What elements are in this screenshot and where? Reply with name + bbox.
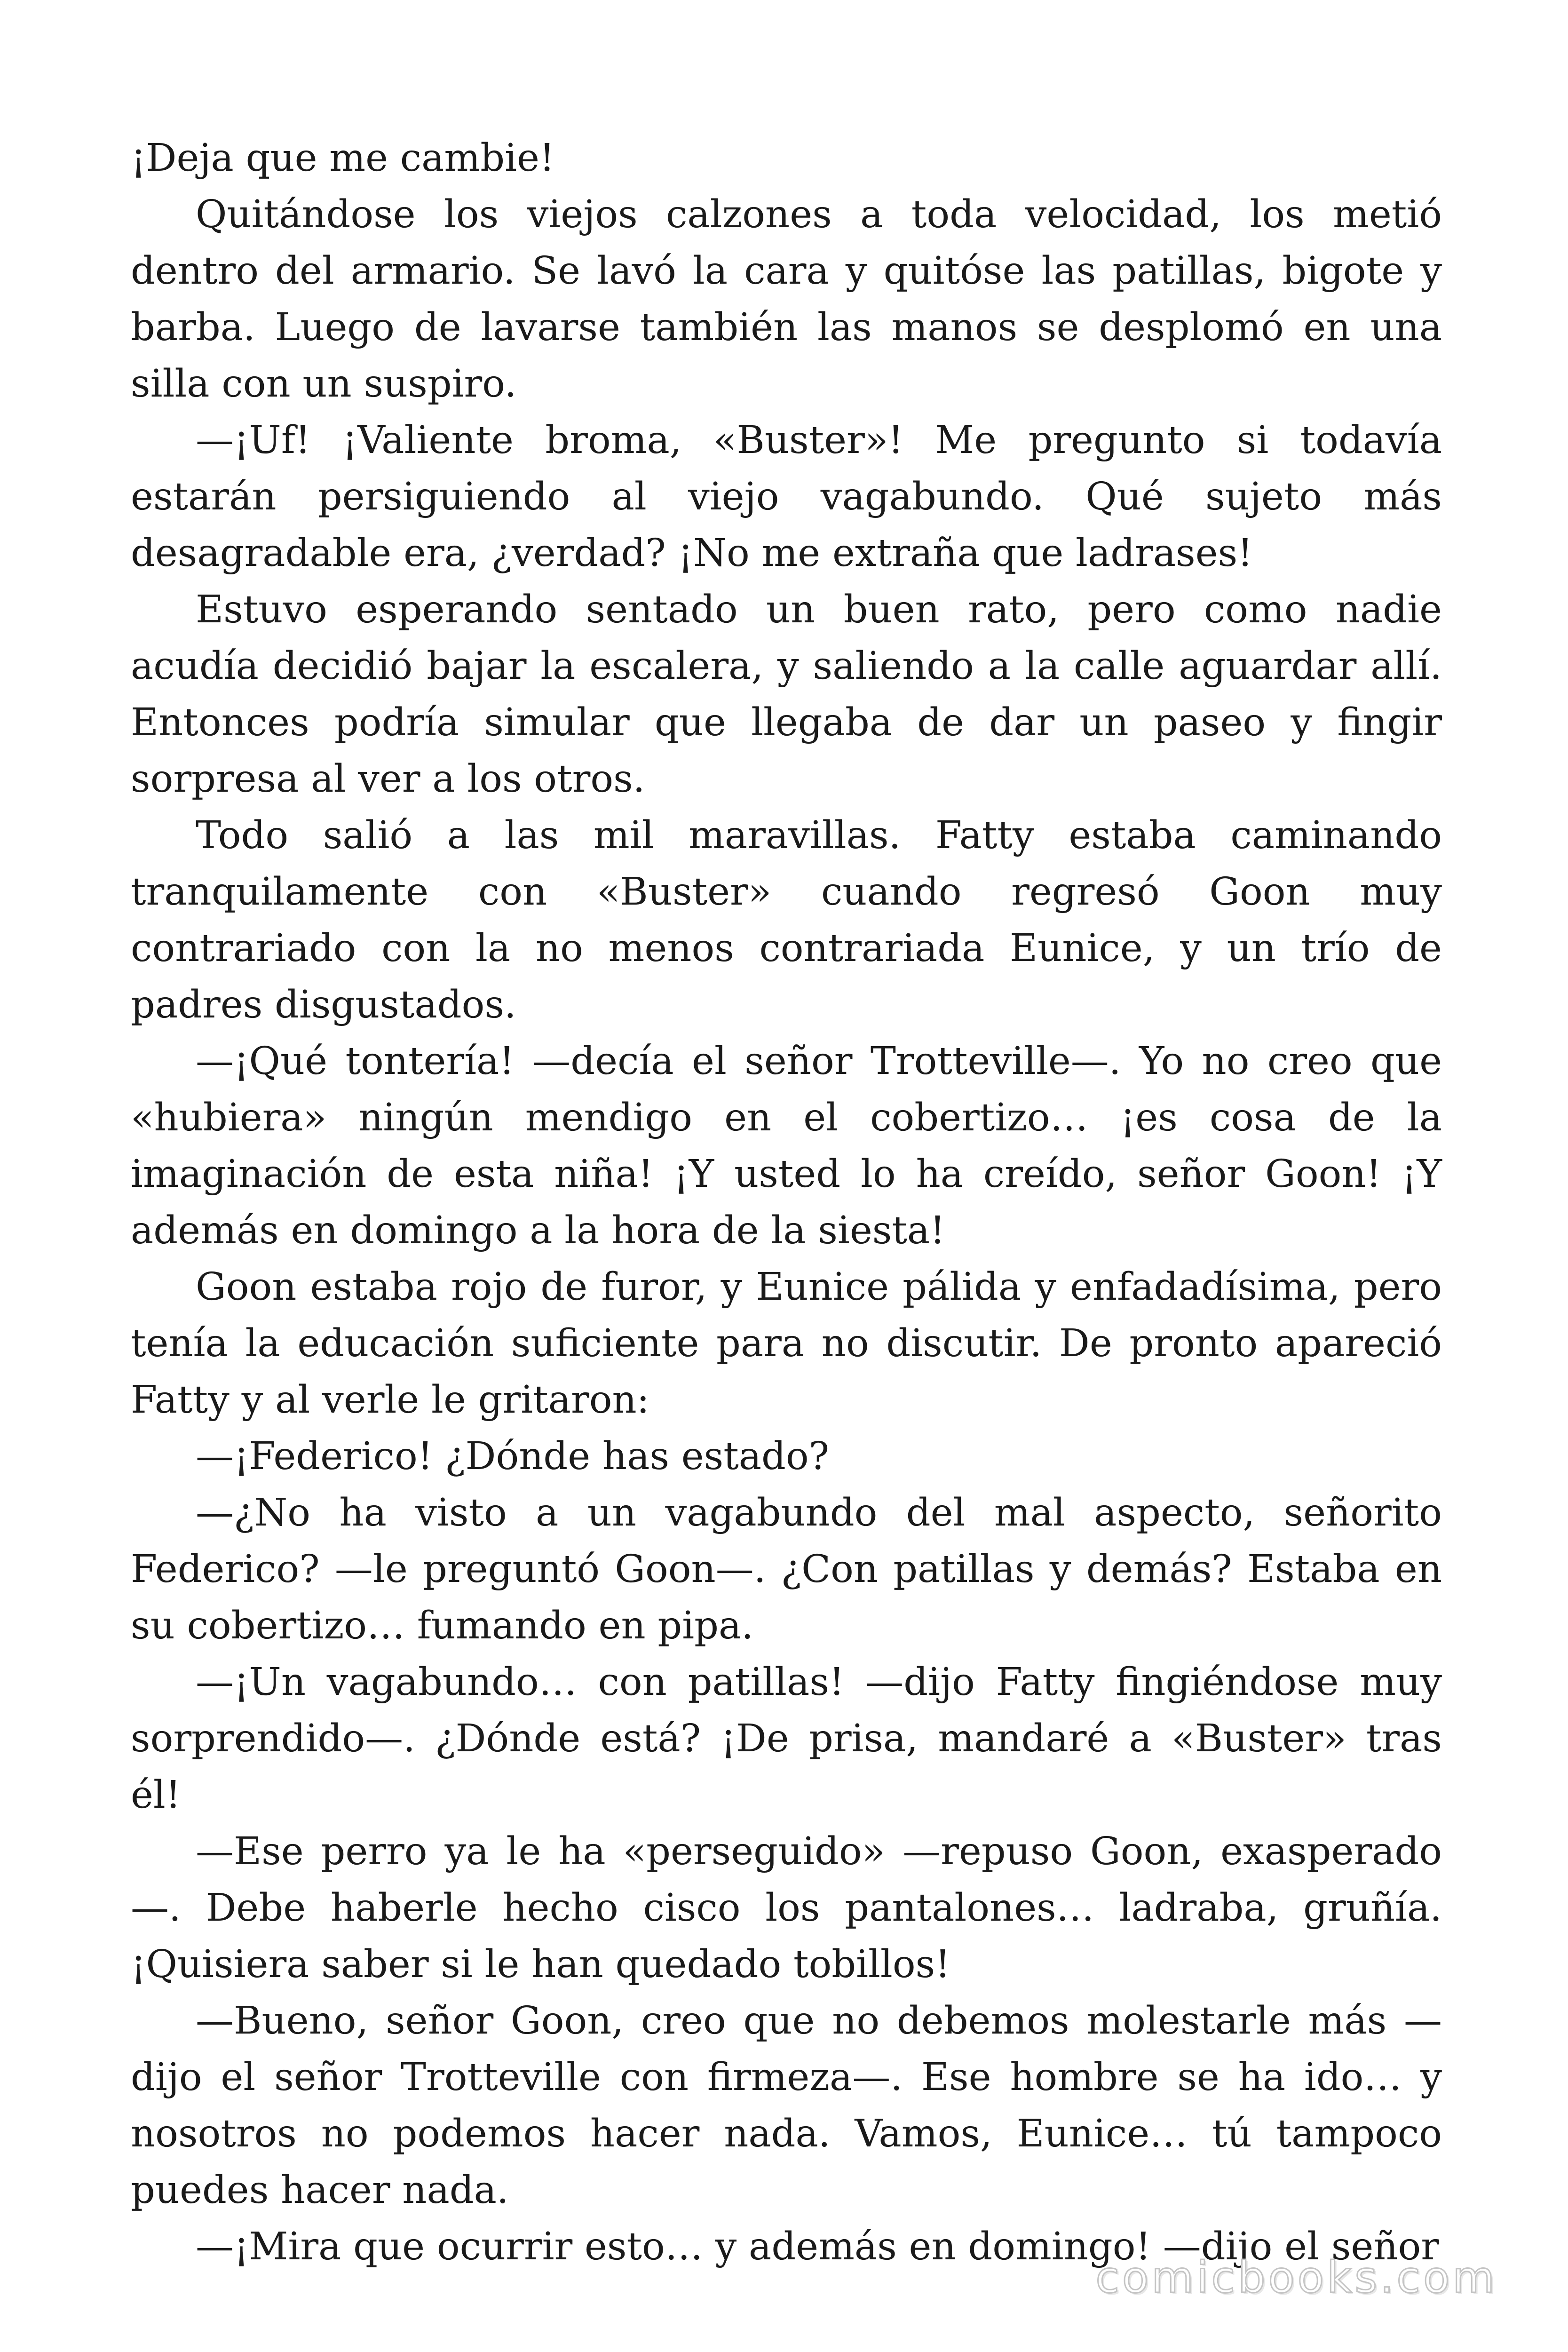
paragraph: —¡Mira que ocurrir esto… y además en domingo! —dijo el señor [196, 2225, 1439, 2269]
paragraph: —¡Un vagabundo… con patillas! —dijo Fatty fingiéndose muy sorprendido—. ¿Dónde está? ¡De prisa, mandaré a «Buster» tras él! [131, 1660, 1442, 1817]
paragraph: Quitándose los viejos calzones a toda velocidad, los metió dentro del armario. Se lavó la cara y quitóse las patillas, bigote y barba. Luego de lavarse también las manos se desplomó en una silla con un suspiro. [131, 192, 1442, 406]
paragraph: —¡Uf! ¡Valiente broma, «Buster»! Me pregunto si todavía estarán persiguiendo al viejo vagabundo. Qué sujeto más desagradable era, ¿verdad? ¡No me extraña que ladrases! [131, 418, 1442, 575]
paragraph: ¡Deja que me cambie! [131, 136, 555, 180]
paragraph: Goon estaba rojo de furor, y Eunice pálida y enfadadísima, pero tenía la educación suficiente para no discutir. De pronto apareció Fatty y al verle le gritaron: [131, 1265, 1442, 1422]
page-body-text [131, 130, 1442, 2275]
paragraph: —¡Federico! ¿Dónde has estado? [196, 1434, 830, 1478]
paragraph: Estuvo esperando sentado un buen rato, pero como nadie acudía decidió bajar la escalera, y saliendo a la calle aguardar allí. Entonces podría simular que llegaba de dar un paseo y fingir sorpresa al ver a los otros. [131, 588, 1442, 801]
paragraph: —Ese perro ya le ha «perseguido» —repuso Goon, exasperado—. Debe haberle hecho cisco los pantalones… ladraba, gruñía. ¡Quisiera saber si le han quedado tobillos! [131, 1829, 1442, 1986]
paragraph: —¡Qué tontería! —decía el señor Trotteville—. Yo no creo que «hubiera» ningún mendigo en el cobertizo… ¡es cosa de la imaginación de esta niña! ¡Y usted lo ha creído, señor Goon! ¡Y además en domingo a la hora de la siesta! [131, 1039, 1442, 1253]
paragraph: —¿No ha visto a un vagabundo del mal aspecto, señorito Federico? —le preguntó Goon—. ¿Con patillas y demás? Estaba en su cobertizo… fumando en pipa. [131, 1491, 1442, 1648]
paragraph: Todo salió a las mil maravillas. Fatty estaba caminando tranquilamente con «Buster» cuando regresó Goon muy contrariado con la no menos contrariada Eunice, y un trío de padres disgustados. [131, 813, 1442, 1027]
paragraph: —Bueno, señor Goon, creo que no debemos molestarle más —dijo el señor Trotteville con firmeza—. Ese hombre se ha ido… y nosotros no podemos hacer nada. Vamos, Eunice… tú tampoco puedes hacer nada. [131, 1999, 1442, 2212]
watermark: comicbooks.com [1095, 2252, 1497, 2303]
